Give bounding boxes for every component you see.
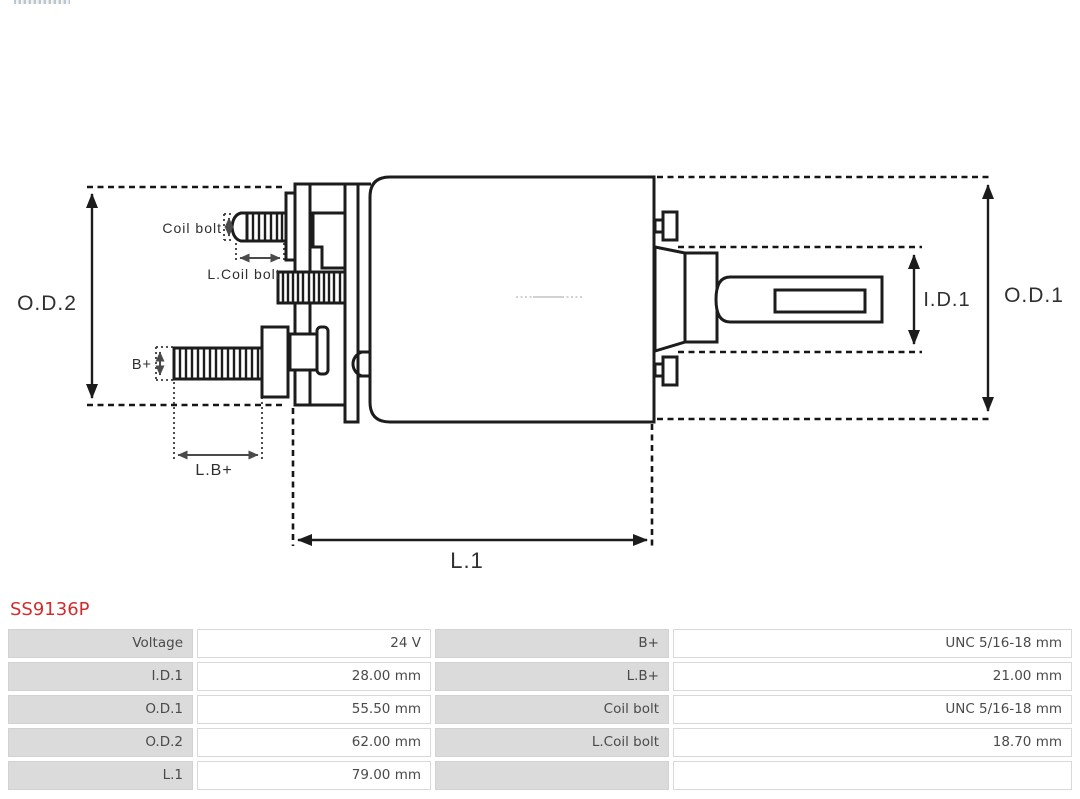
l1-extension-lines: [293, 408, 652, 546]
spec-label: B+: [435, 629, 669, 658]
spec-table: [8, 629, 1072, 790]
lb-plus-label: L.B+: [195, 462, 233, 479]
part-number: SS9136P: [10, 599, 90, 620]
spec-value: 28.00 mm: [197, 662, 431, 691]
lb-plus-extension-lines: [174, 382, 262, 460]
spec-value: 24 V: [197, 629, 431, 658]
spec-value: [673, 761, 1072, 790]
spec-label: L.1: [8, 761, 193, 790]
coil-bolt-thread-block: [278, 272, 345, 303]
spec-label: O.D.1: [8, 695, 193, 724]
spec-label: L.B+: [435, 662, 669, 691]
plunger: [655, 247, 882, 351]
spec-label: Coil bolt: [435, 695, 669, 724]
spec-label: I.D.1: [8, 662, 193, 691]
spec-value: 55.50 mm: [197, 695, 431, 724]
spec-value: UNC 5/16-18 mm: [673, 695, 1072, 724]
plunger-slot: [775, 290, 865, 312]
coil-bolt-label: Coil bolt: [162, 220, 222, 236]
id1-label: I.D.1: [923, 289, 971, 311]
od2-label: O.D.2: [17, 292, 77, 315]
spec-value: UNC 5/16-18 mm: [673, 629, 1072, 658]
spec-value: 18.70 mm: [673, 728, 1072, 757]
spec-value: 79.00 mm: [197, 761, 431, 790]
l1-label: L.1: [450, 548, 484, 573]
b-plus-extension-lines: [156, 347, 175, 380]
coil-bolt: [232, 213, 286, 241]
b-plus-label: B+: [131, 357, 152, 373]
spec-label: O.D.2: [8, 728, 193, 757]
spec-label: [435, 761, 669, 790]
spec-value: 62.00 mm: [197, 728, 431, 757]
solenoid-body: [370, 177, 654, 422]
spec-value: 21.00 mm: [673, 662, 1072, 691]
spec-label: Voltage: [8, 629, 193, 658]
od1-label: O.D.1: [1004, 284, 1064, 307]
spec-label: L.Coil bolt: [435, 728, 669, 757]
l-coil-bolt-label: L.Coil bolt: [207, 266, 281, 282]
l-coil-bolt-extension-lines: [236, 243, 284, 263]
